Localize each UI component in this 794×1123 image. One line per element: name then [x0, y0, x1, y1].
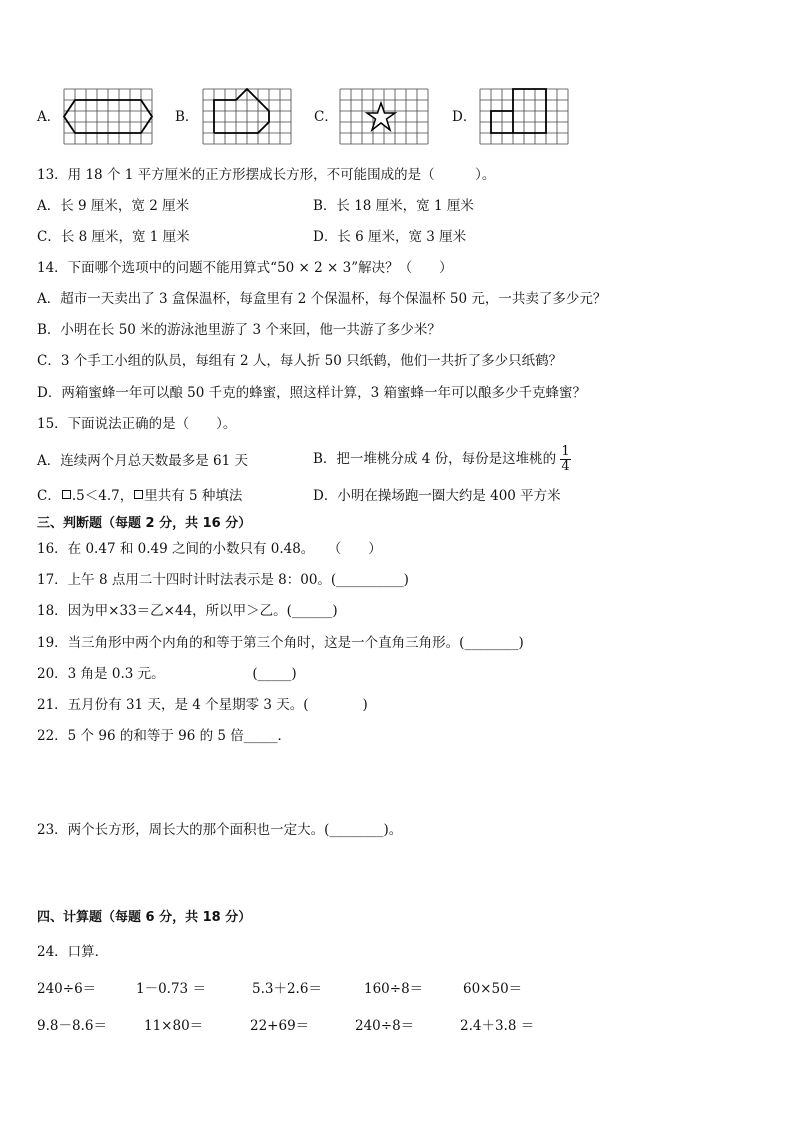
- q14-option-d: D．两箱蜜蜂一年可以酿 50 千克的蜂蜜，照这样计算，3 箱蜜蜂一年可以酿多少千克蜂蜜？: [37, 385, 586, 401]
- option-a-label: A．: [37, 109, 61, 125]
- q13-stem: 13．用 18 个 1 平方厘米的正方形摆成长方形，不可能围成的是（ ）。: [37, 167, 496, 183]
- grid-figure-d: [479, 88, 570, 145]
- q21: 21．五月份有 31 天，是 4 个星期零 3 天。( ): [37, 697, 368, 713]
- q15-option-c: [37, 490, 242, 504]
- q19: 19．当三角形中两个内角的和等于第三个角时，这是一个直角三角形。(________): [37, 635, 524, 651]
- q15-option-b: [313, 443, 571, 475]
- fraction-denominator: 4: [561, 459, 570, 474]
- calc-row-1-item: 60×50＝: [463, 981, 523, 997]
- calc-row-1-item: 5.3＋2.6＝: [252, 981, 322, 997]
- q15-option-a: A．连续两个月总天数最多是 61 天: [37, 453, 249, 469]
- q13-option-b: B．长 18 厘米，宽 1 厘米: [313, 198, 474, 214]
- q15-option-c-suffix: 里共有 5 种填法: [144, 488, 243, 504]
- q15-option-d: D．小明在操场跑一圈大约是 400 平方米: [313, 488, 561, 504]
- grid-figure-c: [339, 88, 430, 145]
- q20: 20．3 角是 0.3 元。 (_____): [37, 666, 297, 682]
- grid-figure-a: [63, 88, 154, 145]
- fraction-numerator: 1: [561, 444, 570, 460]
- calc-row-1-item: 240÷6＝: [37, 981, 97, 997]
- q16: 16．在 0.47 和 0.49 之间的小数只有 0.48。 （ ）: [37, 541, 382, 557]
- calc-row-1-item: 160÷8＝: [364, 981, 424, 997]
- q22: 22．5 个 96 的和等于 96 的 5 倍_____．: [37, 728, 292, 744]
- option-c-label: C．: [314, 109, 338, 125]
- blank-box-icon: [134, 490, 143, 499]
- calc-row-2-item: 9.8－8.6＝: [37, 1018, 107, 1034]
- calc-row-2-item: 240÷8＝: [355, 1018, 415, 1034]
- q15-option-b-text: B．把一堆桃分成 4 份，每份是这堆桃的: [313, 451, 557, 467]
- q14-stem: 14．下面哪个选项中的问题不能用算式“50 × 2 × 3”解决？（ ）: [37, 260, 453, 276]
- q24-stem: 24．口算．: [37, 944, 109, 960]
- calc-row-2-item: 11×80＝: [144, 1018, 204, 1034]
- calc-row-2-item: 2.4＋3.8 ＝: [460, 1018, 535, 1034]
- section-3-title: 三、判断题（每题 2 分，共 16 分）: [37, 516, 252, 531]
- section-4-title: 四、计算题（每题 6 分，共 18 分）: [37, 910, 252, 925]
- option-d-label: D．: [452, 109, 477, 125]
- calc-row-1-item: 1－0.73 ＝: [136, 981, 206, 997]
- q15-option-c-prefix: C．: [37, 488, 61, 504]
- q14-option-b: B．小明在长 50 米的游泳池里游了 3 个来回，他一共游了多少米？: [37, 322, 441, 338]
- calc-row-2-item: 22+69＝: [250, 1018, 310, 1034]
- option-b-label: B．: [175, 109, 199, 125]
- grid-figure-b: [202, 88, 293, 145]
- q23: 23．两个长方形，周长大的那个面积也一定大。(________)。: [37, 822, 403, 838]
- q15-option-c-middle: .5＜4.7，: [71, 488, 134, 504]
- q14-option-a: A．超市一天卖出了 3 盒保温杯，每盒里有 2 个保温杯，每个保温杯 50 元，一共卖了多少元？: [37, 291, 607, 307]
- q13-option-c: C．长 8 厘米，宽 1 厘米: [37, 229, 190, 245]
- q13-option-a: A．长 9 厘米，宽 2 厘米: [37, 198, 190, 214]
- q18: 18．因为甲×33＝乙×44，所以甲＞乙。(______): [37, 603, 338, 619]
- q17: 17．上午 8 点用二十四时计时法表示是 8：00。(__________): [37, 572, 409, 588]
- q15-fraction: [560, 445, 570, 473]
- q13-option-d: D．长 6 厘米，宽 3 厘米: [313, 229, 467, 245]
- blank-box-icon: [62, 490, 71, 499]
- q15-stem: 15．下面说法正确的是（ ）。: [37, 416, 237, 432]
- q14-option-c: C．3 个手工小组的队员，每组有 2 人，每人折 50 只纸鹤，他们一共折了多少只纸鹤？: [37, 353, 563, 369]
